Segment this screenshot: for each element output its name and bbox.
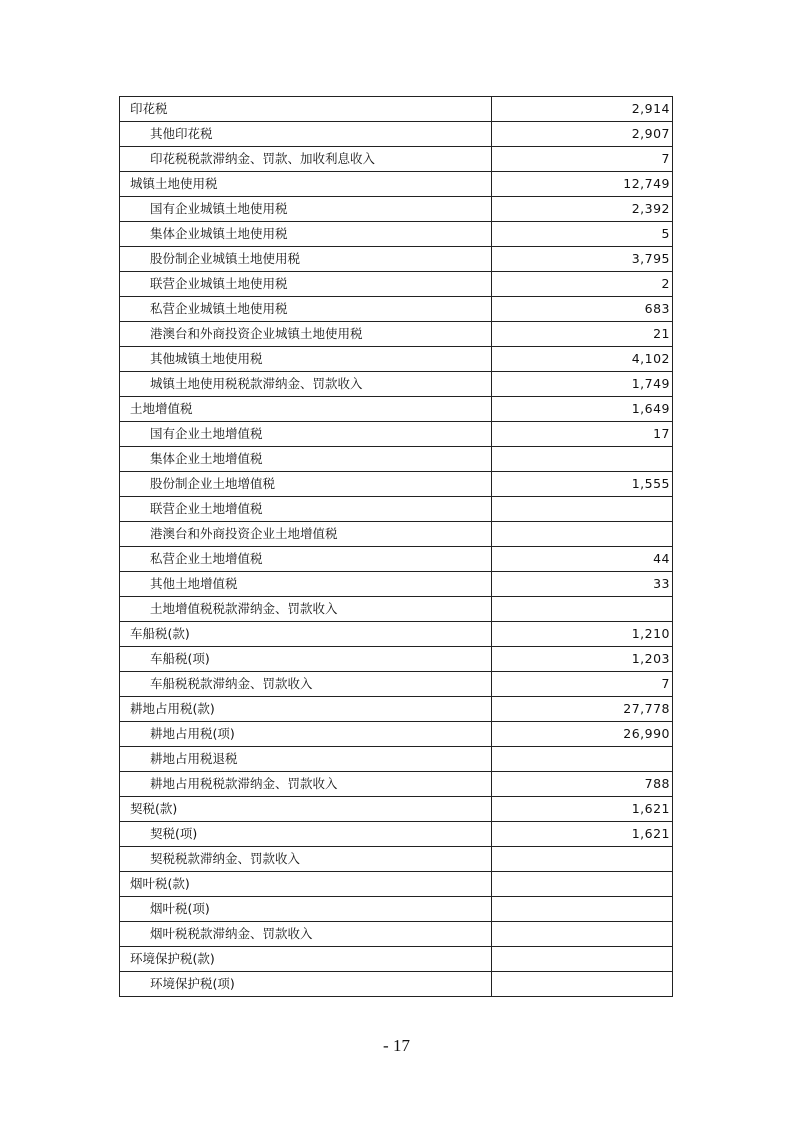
row-value xyxy=(492,897,673,922)
table-row xyxy=(120,647,673,672)
row-value: 1,621 xyxy=(492,797,673,822)
row-value: 1,649 xyxy=(492,397,673,422)
row-label: 国有企业城镇土地使用税 xyxy=(120,197,492,222)
row-value: 2 xyxy=(492,272,673,297)
row-label: 烟叶税(款) xyxy=(120,872,492,897)
row-value: 1,621 xyxy=(492,822,673,847)
row-value xyxy=(492,872,673,897)
row-value: 2,914 xyxy=(492,97,673,122)
table-row xyxy=(120,597,673,622)
row-label: 印花税 xyxy=(120,97,492,122)
table-row xyxy=(120,422,673,447)
table-row xyxy=(120,347,673,372)
row-label: 港澳台和外商投资企业土地增值税 xyxy=(120,522,492,547)
row-value xyxy=(492,447,673,472)
page-number: - 17 xyxy=(383,1036,410,1055)
row-label: 契税(款) xyxy=(120,797,492,822)
row-label: 集体企业土地增值税 xyxy=(120,447,492,472)
row-value: 7 xyxy=(492,147,673,172)
row-value: 7 xyxy=(492,672,673,697)
table-row xyxy=(120,872,673,897)
table-row xyxy=(120,797,673,822)
row-label: 其他印花税 xyxy=(120,122,492,147)
table-row xyxy=(120,472,673,497)
row-label: 其他城镇土地使用税 xyxy=(120,347,492,372)
table-row xyxy=(120,97,673,122)
row-label: 其他土地增值税 xyxy=(120,572,492,597)
row-label: 集体企业城镇土地使用税 xyxy=(120,222,492,247)
row-value: 1,749 xyxy=(492,372,673,397)
row-value: 17 xyxy=(492,422,673,447)
row-value xyxy=(492,972,673,997)
table-row xyxy=(120,897,673,922)
row-value xyxy=(492,847,673,872)
row-value xyxy=(492,947,673,972)
row-label: 耕地占用税(款) xyxy=(120,697,492,722)
row-value: 12,749 xyxy=(492,172,673,197)
row-label: 国有企业土地增值税 xyxy=(120,422,492,447)
row-label: 印花税税款滞纳金、罚款、加收利息收入 xyxy=(120,147,492,172)
row-label: 烟叶税(项) xyxy=(120,897,492,922)
table-row xyxy=(120,947,673,972)
row-value: 1,555 xyxy=(492,472,673,497)
row-label: 耕地占用税(项) xyxy=(120,722,492,747)
row-label: 耕地占用税退税 xyxy=(120,747,492,772)
table-row xyxy=(120,447,673,472)
row-label: 环境保护税(款) xyxy=(120,947,492,972)
table-row xyxy=(120,672,673,697)
row-label: 联营企业土地增值税 xyxy=(120,497,492,522)
row-value xyxy=(492,522,673,547)
table-row xyxy=(120,972,673,997)
table-row xyxy=(120,622,673,647)
budget-table xyxy=(119,96,673,997)
row-value: 2,392 xyxy=(492,197,673,222)
row-value: 788 xyxy=(492,772,673,797)
row-value: 27,778 xyxy=(492,697,673,722)
table-row xyxy=(120,497,673,522)
row-value xyxy=(492,597,673,622)
row-value: 21 xyxy=(492,322,673,347)
table-row xyxy=(120,747,673,772)
row-label: 契税(项) xyxy=(120,822,492,847)
row-value: 4,102 xyxy=(492,347,673,372)
table-row xyxy=(120,322,673,347)
row-label: 联营企业城镇土地使用税 xyxy=(120,272,492,297)
row-label: 车船税(款) xyxy=(120,622,492,647)
row-value: 44 xyxy=(492,547,673,572)
row-label: 城镇土地使用税 xyxy=(120,172,492,197)
row-label: 土地增值税税款滞纳金、罚款收入 xyxy=(120,597,492,622)
table-body xyxy=(120,97,673,997)
row-label: 耕地占用税税款滞纳金、罚款收入 xyxy=(120,772,492,797)
table-row xyxy=(120,722,673,747)
row-label: 股份制企业城镇土地使用税 xyxy=(120,247,492,272)
row-label: 契税税款滞纳金、罚款收入 xyxy=(120,847,492,872)
row-value: 1,203 xyxy=(492,647,673,672)
row-label: 环境保护税(项) xyxy=(120,972,492,997)
row-label: 私营企业城镇土地使用税 xyxy=(120,297,492,322)
table-row xyxy=(120,372,673,397)
row-value xyxy=(492,497,673,522)
row-value xyxy=(492,747,673,772)
table-row xyxy=(120,772,673,797)
row-label: 股份制企业土地增值税 xyxy=(120,472,492,497)
table-row xyxy=(120,297,673,322)
row-label: 烟叶税税款滞纳金、罚款收入 xyxy=(120,922,492,947)
row-label: 车船税税款滞纳金、罚款收入 xyxy=(120,672,492,697)
row-value: 3,795 xyxy=(492,247,673,272)
row-label: 私营企业土地增值税 xyxy=(120,547,492,572)
table-row xyxy=(120,922,673,947)
table-row xyxy=(120,522,673,547)
row-value: 1,210 xyxy=(492,622,673,647)
row-value: 2,907 xyxy=(492,122,673,147)
row-label: 港澳台和外商投资企业城镇土地使用税 xyxy=(120,322,492,347)
table-row xyxy=(120,697,673,722)
row-value: 5 xyxy=(492,222,673,247)
table-row xyxy=(120,397,673,422)
row-label: 土地增值税 xyxy=(120,397,492,422)
table-row xyxy=(120,247,673,272)
table-row xyxy=(120,572,673,597)
row-label: 城镇土地使用税税款滞纳金、罚款收入 xyxy=(120,372,492,397)
table-row xyxy=(120,122,673,147)
table-row xyxy=(120,197,673,222)
table-row xyxy=(120,847,673,872)
row-value: 26,990 xyxy=(492,722,673,747)
row-value: 33 xyxy=(492,572,673,597)
table-row xyxy=(120,222,673,247)
row-value xyxy=(492,922,673,947)
row-value: 683 xyxy=(492,297,673,322)
row-label: 车船税(项) xyxy=(120,647,492,672)
table-row xyxy=(120,147,673,172)
table-row xyxy=(120,547,673,572)
table-row xyxy=(120,172,673,197)
table-row xyxy=(120,822,673,847)
table-row xyxy=(120,272,673,297)
